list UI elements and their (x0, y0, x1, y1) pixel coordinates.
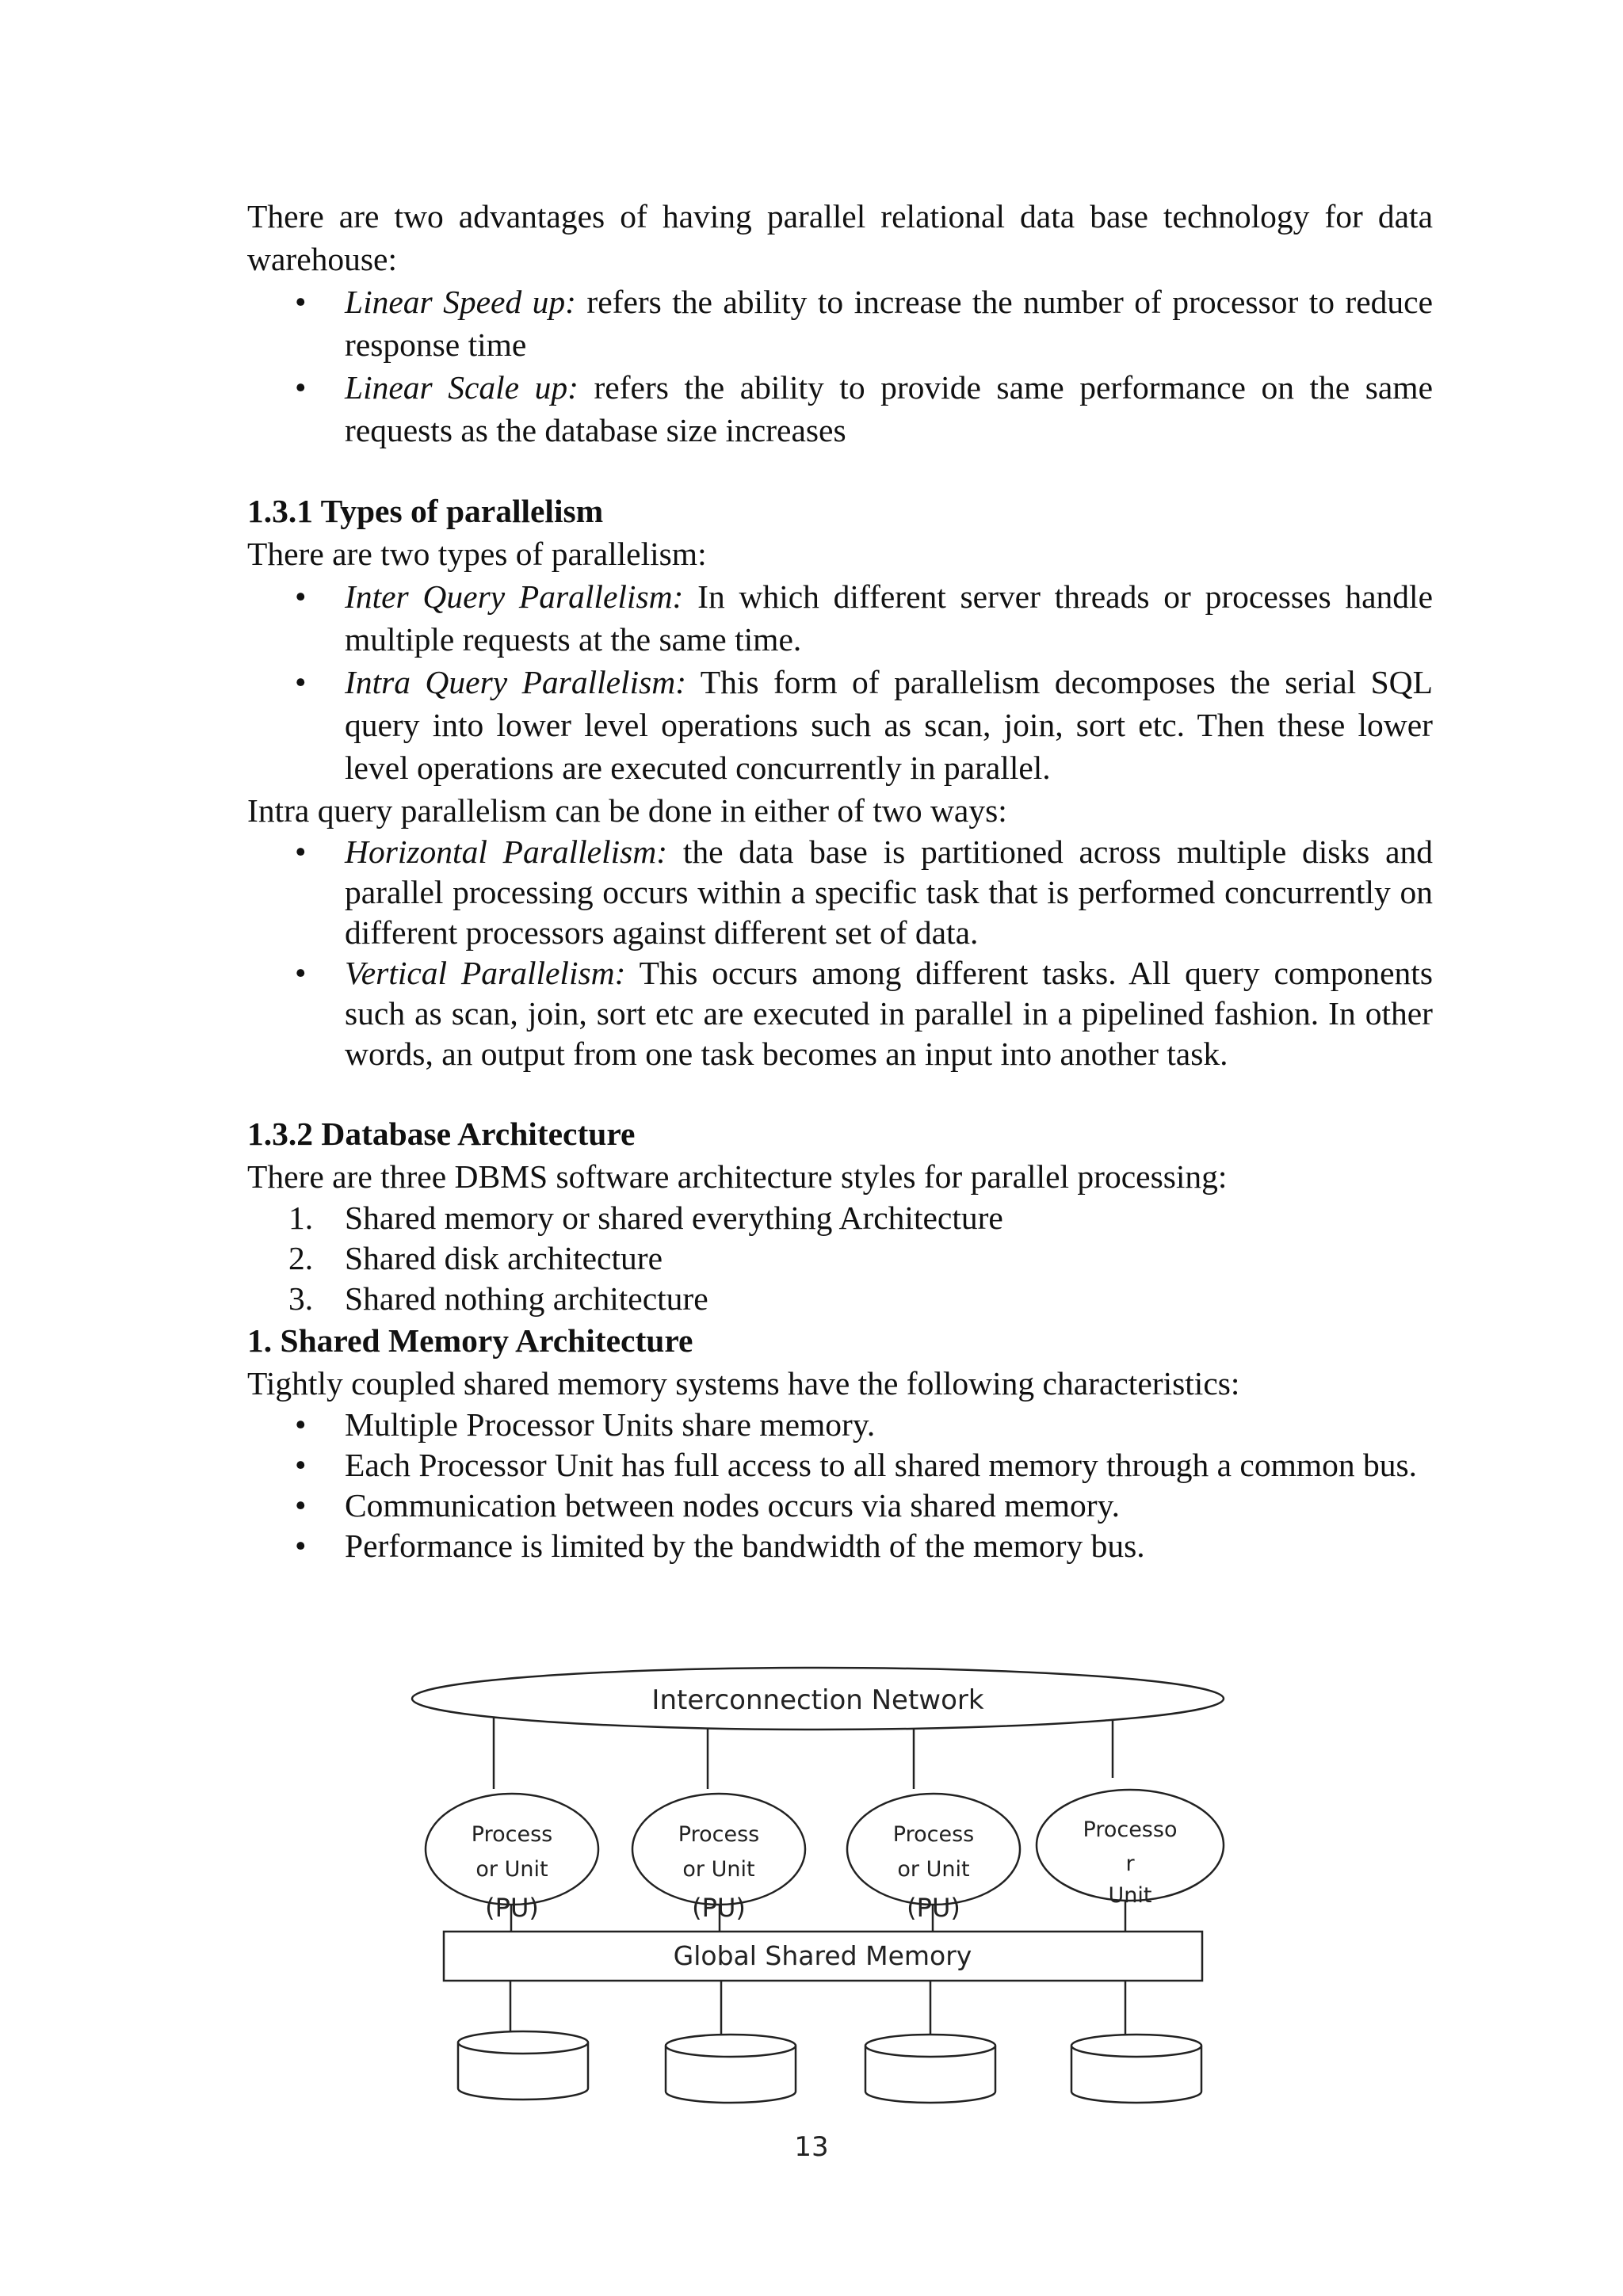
pu-label-line2: r (1125, 1852, 1135, 1876)
list-number: 2. (288, 1240, 314, 1276)
list-text: Performance is limited by the bandwidth of the memory bus. (345, 1527, 1145, 1564)
list-text: Multiple Processor Units share memory. (345, 1406, 876, 1443)
pu-label-line2: or Unit (682, 1857, 755, 1882)
term-description: This occurs among different tasks. All query components such as scan, join, sort etc are executed in parallel in a pipelined fashion. In other words, an output from one task becomes an input into another task. (345, 955, 1433, 1072)
bullet-marker: • (295, 1527, 307, 1564)
term-description: the data base is partitioned across multiple disks and parallel processing occurs within a specific task that is performed concurrently on different processors against different set of data. (345, 833, 1433, 951)
pu-label-line3: (PU) (692, 1893, 746, 1923)
bullet-marker: • (295, 369, 307, 406)
pu-label-line1: Process (892, 1822, 975, 1847)
processor-unit (632, 1794, 805, 1923)
pu-label-line3: Unit (1108, 1883, 1152, 1908)
section-intro: There are two types of parallelism: (247, 536, 707, 572)
term-description: In which different server threads or processes handle multiple requests at the same time. (345, 578, 1434, 658)
network-label: Interconnection Network (651, 1684, 984, 1716)
section-heading: 1.3.1 Types of parallelism (247, 493, 604, 529)
memory-label: Global Shared Memory (673, 1940, 972, 1971)
term-label: Horizontal Parallelism: (345, 833, 668, 870)
term-label: Intra Query Parallelism: (345, 664, 687, 700)
disk-icon (458, 2031, 588, 2100)
processor-unit (1037, 1790, 1224, 1908)
term-label: Vertical Parallelism: (345, 955, 626, 991)
bullet-marker: • (295, 955, 307, 991)
bullet-marker: • (295, 1406, 307, 1443)
bullet-marker: • (295, 1447, 307, 1483)
term-description: refers the ability to increase the number of processor to reduce response time (345, 284, 1433, 363)
bullet-marker: • (295, 833, 307, 870)
list-number: 3. (288, 1280, 314, 1317)
pu-label-line1: Process (678, 1822, 760, 1847)
list-text: Each Processor Unit has full access to all shared memory through a common bus. (345, 1447, 1418, 1483)
pu-label-line1: Processo (1083, 1817, 1178, 1842)
intra-intro: Intra query parallelism can be done in either of two ways: (247, 792, 1007, 829)
list-text: Shared memory or shared everything Architecture (345, 1199, 1003, 1236)
section-intro: There are three DBMS software architecture styles for parallel processing: (247, 1158, 1228, 1195)
term-label: Inter Query Parallelism: (345, 578, 684, 615)
section-heading: 1.3.2 Database Architecture (247, 1116, 636, 1152)
term-label: Linear Scale up: (345, 369, 579, 406)
disk-icon (1071, 2035, 1201, 2103)
intro-paragraph: There are two advantages of having parallel relational data base technology for data warehouse: (247, 198, 1433, 277)
disk-icon (865, 2035, 995, 2103)
term-label: Linear Speed up: (345, 284, 576, 320)
bullet-marker: • (295, 664, 307, 700)
processor-unit (426, 1794, 598, 1923)
term-description: This form of parallelism decomposes the serial SQL query into lower level operations such as scan, join, sort etc. Then these lower level operations are executed concurrently in parallel. (345, 664, 1433, 786)
list-text: Shared disk architecture (345, 1240, 663, 1276)
disk-icon (666, 2035, 796, 2103)
term-description: refers the ability to provide same performance on the same requests as the database size increases (345, 369, 1433, 448)
processor-unit (847, 1794, 1020, 1923)
subsection-intro: Tightly coupled shared memory systems have the following characteristics: (247, 1365, 1240, 1402)
bullet-marker: • (295, 284, 307, 320)
pu-label-line2: or Unit (897, 1857, 970, 1882)
list-text: Communication between nodes occurs via shared memory. (345, 1487, 1121, 1524)
bullet-marker: • (295, 1487, 307, 1524)
pu-label-line1: Process (471, 1822, 553, 1847)
pu-label-line3: (PU) (907, 1893, 960, 1923)
subsection-heading: 1. Shared Memory Architecture (247, 1322, 693, 1359)
list-text: Shared nothing architecture (345, 1280, 708, 1317)
pu-label-line3: (PU) (485, 1893, 539, 1923)
pu-label-line2: or Unit (475, 1857, 548, 1882)
page-number: 13 (794, 2131, 829, 2163)
bullet-marker: • (295, 578, 307, 615)
list-number: 1. (288, 1199, 314, 1236)
